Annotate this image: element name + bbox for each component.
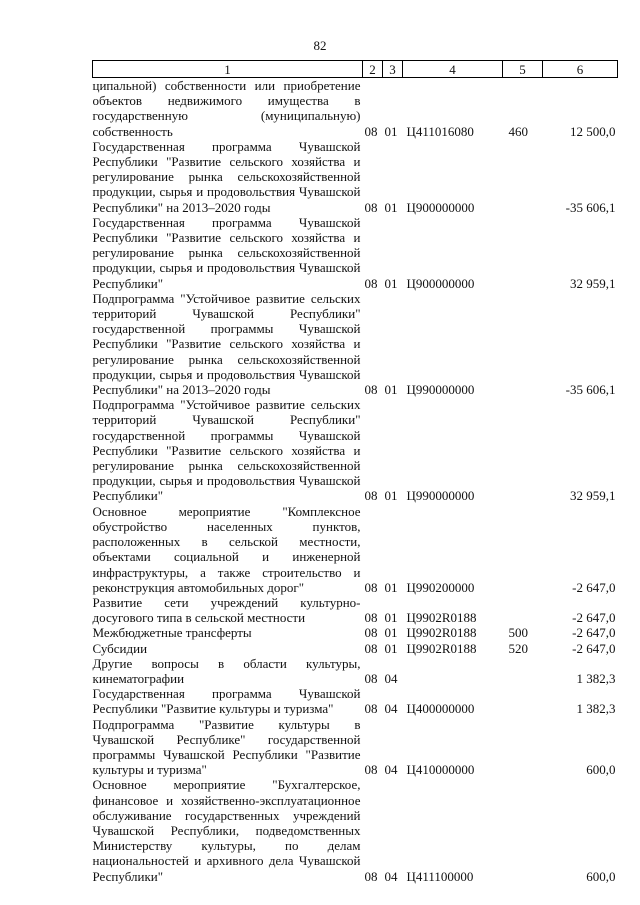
table-row xyxy=(93,595,618,625)
row-subsection: 04 xyxy=(384,670,398,686)
row-name: ципальной) собственности или приобретение объектов недвижимого имущества в государственную (муниципальную) собственность xyxy=(92,78,361,139)
row-section: 08 xyxy=(364,625,378,641)
row-type xyxy=(503,139,543,215)
row-name: Основное мероприятие "Бухгалтерское, финансовое и хозяйственно-эксплуатационное обслуживание государственных учреждений Чувашской Республики, подведомственных Министерству культуры, по делам национальностей и архивного дела Чувашской Республики" xyxy=(92,777,361,884)
row-section: 08 xyxy=(364,762,378,778)
row-sum: 600,0 xyxy=(586,762,616,778)
row-sum: -35 606,1 xyxy=(565,382,616,398)
row-type xyxy=(503,504,543,595)
header-col-section: 2 xyxy=(363,61,383,78)
header-col-sum: 6 xyxy=(543,61,618,78)
row-section: 08 xyxy=(364,579,378,595)
row-name: Государственная программа Чувашской Республики "Развитие культуры и туризма" xyxy=(92,686,361,717)
row-section: 08 xyxy=(364,275,378,291)
row-section: 08 xyxy=(364,868,378,884)
row-code: Ц410000000 xyxy=(406,762,475,778)
page-number: 82 xyxy=(313,38,327,53)
table-row xyxy=(93,291,618,397)
row-name: Основное мероприятие "Комплексное обустройство населенных пунктов, расположенных в сельской местности, объектами социальной и инженерной инфраструктуры, а также строительство и реконструкция автомобильных дорог" xyxy=(92,503,361,595)
table-row xyxy=(93,397,618,503)
row-subsection: 04 xyxy=(384,868,398,884)
row-type: 460 xyxy=(508,123,528,139)
row-name: Подпрограмма "Развитие культуры в Чувашской Республике" государственной программы Чувашской Республики "Развитие культуры и туризма" xyxy=(92,716,361,778)
row-subsection: 01 xyxy=(384,640,398,656)
row-code: Ц9902R0188 xyxy=(406,625,477,641)
row-type: 500 xyxy=(508,625,528,641)
row-subsection: 01 xyxy=(384,488,398,504)
table-row xyxy=(93,686,618,716)
row-name: Другие вопросы в области культуры, кинематографии xyxy=(92,655,361,686)
row-name: Развитие сети учреждений культурно-досугового типа в сельской местности xyxy=(92,594,361,626)
row-code: Ц990000000 xyxy=(406,382,475,398)
row-sum: -2 647,0 xyxy=(572,640,616,656)
row-sum: 1 382,3 xyxy=(576,670,616,686)
row-section: 08 xyxy=(364,640,378,656)
row-code: Ц411100000 xyxy=(406,868,474,884)
row-subsection: 01 xyxy=(384,579,398,595)
row-type xyxy=(503,595,543,625)
row-section: 08 xyxy=(364,701,378,717)
row-subsection: 01 xyxy=(384,199,398,215)
row-code: Ц900000000 xyxy=(406,275,475,291)
table-row xyxy=(93,641,618,656)
row-code: Ц400000000 xyxy=(406,701,475,717)
row-sum: -2 647,0 xyxy=(572,625,616,641)
row-name: Государственная программа Чувашской Республики "Развитие сельского хозяйства и регулирование рынка сельскохозяйственной продукции, сырья и продовольствия Чувашской Республики" на 2013–2020 годы xyxy=(92,138,361,215)
table-row xyxy=(93,504,618,595)
row-name: Межбюджетные трансферты xyxy=(92,625,252,641)
row-subsection: 01 xyxy=(384,275,398,291)
row-code: Ц990200000 xyxy=(406,579,475,595)
row-section: 08 xyxy=(364,382,378,398)
row-subsection: 04 xyxy=(384,762,398,778)
row-sum: 32 959,1 xyxy=(570,275,616,291)
row-sum: 32 959,1 xyxy=(570,488,616,504)
row-section: 08 xyxy=(364,123,378,139)
row-section: 08 xyxy=(364,610,378,626)
header-col-name: 1 xyxy=(93,61,363,78)
row-sum: -2 647,0 xyxy=(572,610,616,626)
table-row xyxy=(93,215,618,291)
header-col-type: 5 xyxy=(503,61,543,78)
row-type xyxy=(503,291,543,397)
row-name: Подпрограмма "Устойчивое развитие сельских территорий Чувашской Республики" государственной программы Чувашской Республики "Развитие сельского хозяйства и регулирование рынка сельскохозяйственной продукции, сырья и продовольствия Чувашской Республики" на 2013–2020 годы xyxy=(92,290,361,398)
row-type xyxy=(503,717,543,778)
row-subsection: 04 xyxy=(384,701,398,717)
row-name: Подпрограмма "Устойчивое развитие сельских территорий Чувашской Республики" государственной программы Чувашской Республики "Развитие сельского хозяйства и регулирование рынка сельскохозяйственной продукции, сырья и продовольствия Чувашской Республики" xyxy=(92,397,361,504)
table-row xyxy=(93,78,618,139)
row-code xyxy=(403,656,503,686)
row-subsection: 01 xyxy=(384,610,398,626)
row-sum: -2 647,0 xyxy=(572,579,616,595)
table-row xyxy=(93,656,618,686)
row-code: Ц990000000 xyxy=(406,488,475,504)
table-row xyxy=(93,717,618,778)
budget-table xyxy=(92,60,618,884)
row-type xyxy=(503,777,543,883)
row-type xyxy=(503,397,543,503)
row-section: 08 xyxy=(364,199,378,215)
row-sum: 12 500,0 xyxy=(570,123,616,139)
row-code: Ц9902R0188 xyxy=(406,610,477,626)
row-code: Ц9902R0188 xyxy=(406,640,477,656)
header-col-subsection: 3 xyxy=(383,61,403,78)
row-section: 08 xyxy=(364,670,378,686)
row-sum: 600,0 xyxy=(586,868,616,884)
row-name: Государственная программа Чувашской Республики "Развитие сельского хозяйства и регулирование рынка сельскохозяйственной продукции, сырья и продовольствия Чувашской Республики" xyxy=(92,214,361,291)
table-row xyxy=(93,777,618,883)
header-col-code: 4 xyxy=(403,61,503,78)
table-row xyxy=(93,139,618,215)
row-subsection: 01 xyxy=(384,625,398,641)
table-body xyxy=(93,78,618,884)
row-sum: -35 606,1 xyxy=(565,199,616,215)
row-type xyxy=(503,656,543,686)
row-type xyxy=(503,686,543,716)
row-code: Ц411016080 xyxy=(406,123,474,139)
row-code: Ц900000000 xyxy=(406,199,475,215)
row-type xyxy=(503,215,543,291)
table-row xyxy=(93,625,618,640)
row-type: 520 xyxy=(508,640,528,656)
table-header-row xyxy=(93,61,618,78)
row-subsection: 01 xyxy=(384,382,398,398)
row-subsection: 01 xyxy=(384,123,398,139)
row-sum: 1 382,3 xyxy=(576,701,616,717)
row-name: Субсидии xyxy=(92,640,148,656)
row-section: 08 xyxy=(364,488,378,504)
